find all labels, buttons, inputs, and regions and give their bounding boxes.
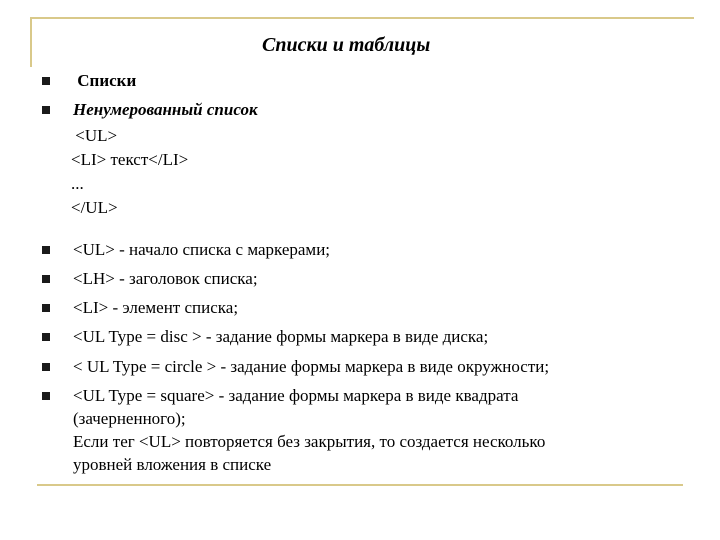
list-item-text: (зачерненного); [73,409,186,428]
code-line: <LI> текст</LI> [71,150,189,169]
list-item-text: уровней вложения в списке [73,455,272,474]
bottom-rule [37,484,683,486]
list-item-text: Если тег <UL> повторяется без закрытия, то создается несколько [73,432,546,451]
square-bullet-icon [42,333,50,341]
square-bullet-icon [42,77,50,85]
left-rule [30,17,32,67]
top-rule [30,17,694,19]
list-item-multiline [73,384,673,476]
code-line: ... [71,174,84,193]
square-bullet-icon [42,275,50,283]
list-item-text: <UL Type = square> - задание формы маркера в виде квадрата [73,386,519,405]
square-bullet-icon [42,106,50,114]
list-item-text: Ненумерованный список [73,100,258,119]
square-bullet-icon [42,392,50,400]
square-bullet-icon [42,246,50,254]
square-bullet-icon [42,363,50,371]
list-item-text: <UL Type = disc > - задание формы маркера в виде диска; [73,327,489,346]
list-item-text: <UL> - начало списка с маркерами; [73,240,331,259]
code-line: <UL> [71,126,118,145]
list-item-text: Списки [73,71,137,90]
list-item-text: < UL Type = circle > - задание формы маркера в виде окружности; [73,357,550,376]
square-bullet-icon [42,304,50,312]
list-item-text: <LI> - элемент списка; [73,298,239,317]
list-item-text: <LH> - заголовок списка; [73,269,258,288]
code-line: </UL> [71,198,118,217]
slide-title: Списки и таблицы [262,34,431,56]
